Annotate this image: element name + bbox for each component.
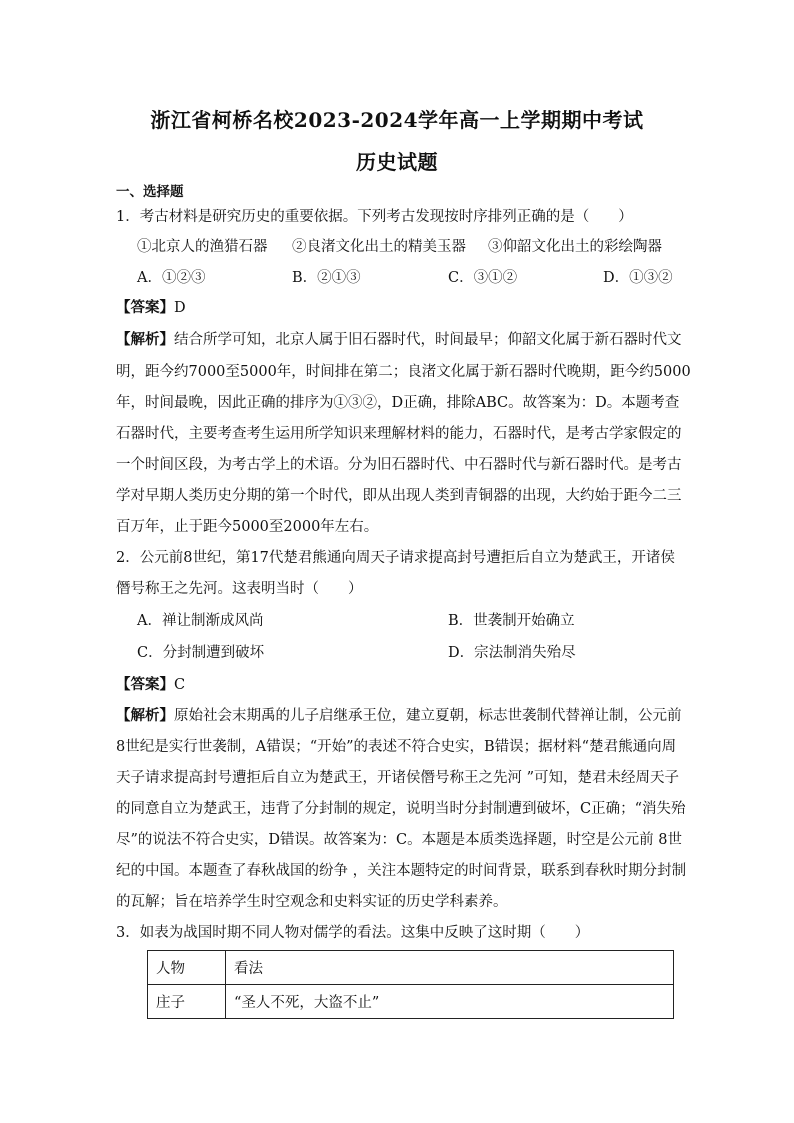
- q2-option-b: B．世袭制开始确立: [448, 613, 575, 629]
- analysis-text: 结合所学可知，北京人属于旧石器时代，时间最早；仰韶文化属于新石器时代文: [174, 332, 682, 348]
- analysis-tag: 【解析】: [116, 707, 174, 724]
- q2-option-d: D．宗法制消失殆尽: [448, 645, 576, 661]
- q1-analysis-line: 年，时间最晚，因此正确的排序为①③②，D正确，排除ABC。故答案为：D。本题考查: [116, 395, 680, 411]
- q1-analysis-line: 明，距今约7000至5000年，时间排在第二；良渚文化属于新石器时代晚期，距今约5000: [116, 364, 691, 380]
- q2-analysis-line: 8世纪是实行世袭制，A错误；“开始”的表述不符合史实，B错误；据材料“楚君熊通向周: [116, 739, 677, 755]
- q2-stem-line: 僭号称王之先河。这表明当时（ ）: [116, 581, 363, 597]
- q1-answer: [116, 298, 676, 318]
- q1-analysis-line: 学对早期人类历史分期的第一个时代，即从出现人类到青铜器的出现，大约始于距今二三: [116, 488, 682, 504]
- q2-option-c: C．分封制遭到破坏: [137, 645, 265, 661]
- answer-value: C: [174, 677, 186, 693]
- q1-item-2: ②良渚文化出土的精美玉器: [292, 239, 466, 255]
- q1-item-1: ①北京人的渔猎石器: [137, 239, 268, 255]
- table-row: [148, 985, 674, 1019]
- q2-analysis-line: 的瓦解；旨在培养学生时空观念和史料实证的历史学科素养。: [116, 894, 508, 910]
- q2-analysis-line: 天子请求提高封号遭拒后自立为楚武王，开诸侯僭号称王之先河 ”可知，楚君未经周天子: [116, 770, 680, 786]
- exam-title: 浙江省柯桥名校2023-2024学年高一上学期期中考试: [150, 108, 644, 132]
- q2-answer: [116, 675, 676, 695]
- q1-analysis-line: 百万年，止于距今5000至2000年左右。: [116, 519, 379, 535]
- q1-stem: 1．考古材料是研究历史的重要依据。下列考古发现按时序排列正确的是（ ）: [116, 209, 633, 225]
- q1-option-b: B．②①③: [292, 270, 361, 286]
- table-header-cell: 人物: [148, 951, 226, 985]
- q1-option-c: C．③①②: [448, 270, 518, 286]
- q2-analysis-line: 尽”的说法不符合史实，D错误。故答案为：C。本题是本质类选择题，时空是公元前 8世: [116, 832, 682, 848]
- q1-analysis-line: 石器时代，主要考查考生运用所学知识来理解材料的能力，石器时代，是考古学家假定的: [116, 426, 682, 442]
- q2-stem-line: 2．公元前8世纪，第17代楚君熊通向周天子请求提高封号遭拒后自立为楚武王，开诸侯: [116, 550, 675, 566]
- table-cell: “圣人不死，大盗不止”: [226, 985, 674, 1019]
- q2-analysis-line: 纪的中国。本题查了春秋战国的纷争 ，关注本题特定的时间背景，联系到春秋时期分封制: [116, 863, 687, 879]
- answer-value: D: [174, 300, 186, 316]
- q1-analysis-line: [116, 330, 682, 350]
- q1-option-a: A．①②③: [137, 270, 206, 286]
- table-cell: 庄子: [148, 985, 226, 1019]
- q1-analysis-line: 一个时间区段，为考古学上的术语。分为旧石器时代、中石器时代与新石器时代。是考古: [116, 457, 682, 473]
- q3-table: [147, 950, 674, 1019]
- q2-analysis-line: [116, 706, 682, 726]
- table-header-row: [148, 951, 674, 985]
- section-heading: 一、选择题: [116, 184, 184, 200]
- q1-item-3: ③仰韶文化出土的彩绘陶器: [488, 239, 662, 255]
- analysis-tag: 【解析】: [116, 331, 174, 348]
- q1-option-d: D．①③②: [603, 270, 673, 286]
- analysis-text: 原始社会末期禹的儿子启继承王位，建立夏朝，标志世袭制代替禅让制，公元前: [174, 708, 682, 724]
- table-header-cell: 看法: [226, 951, 674, 985]
- answer-tag: 【答案】: [116, 299, 174, 316]
- exam-subtitle: 历史试题: [356, 150, 438, 174]
- answer-tag: 【答案】: [116, 676, 174, 693]
- q3-stem: 3．如表为战国时期不同人物对儒学的看法。这集中反映了这时期（ ）: [116, 925, 590, 941]
- q2-analysis-line: 的同意自立为楚武王，违背了分封制的规定，说明当时分封制遭到破坏，C正确；“消失殆: [116, 801, 686, 817]
- q2-option-a: A．禅让制渐成风尚: [137, 613, 264, 629]
